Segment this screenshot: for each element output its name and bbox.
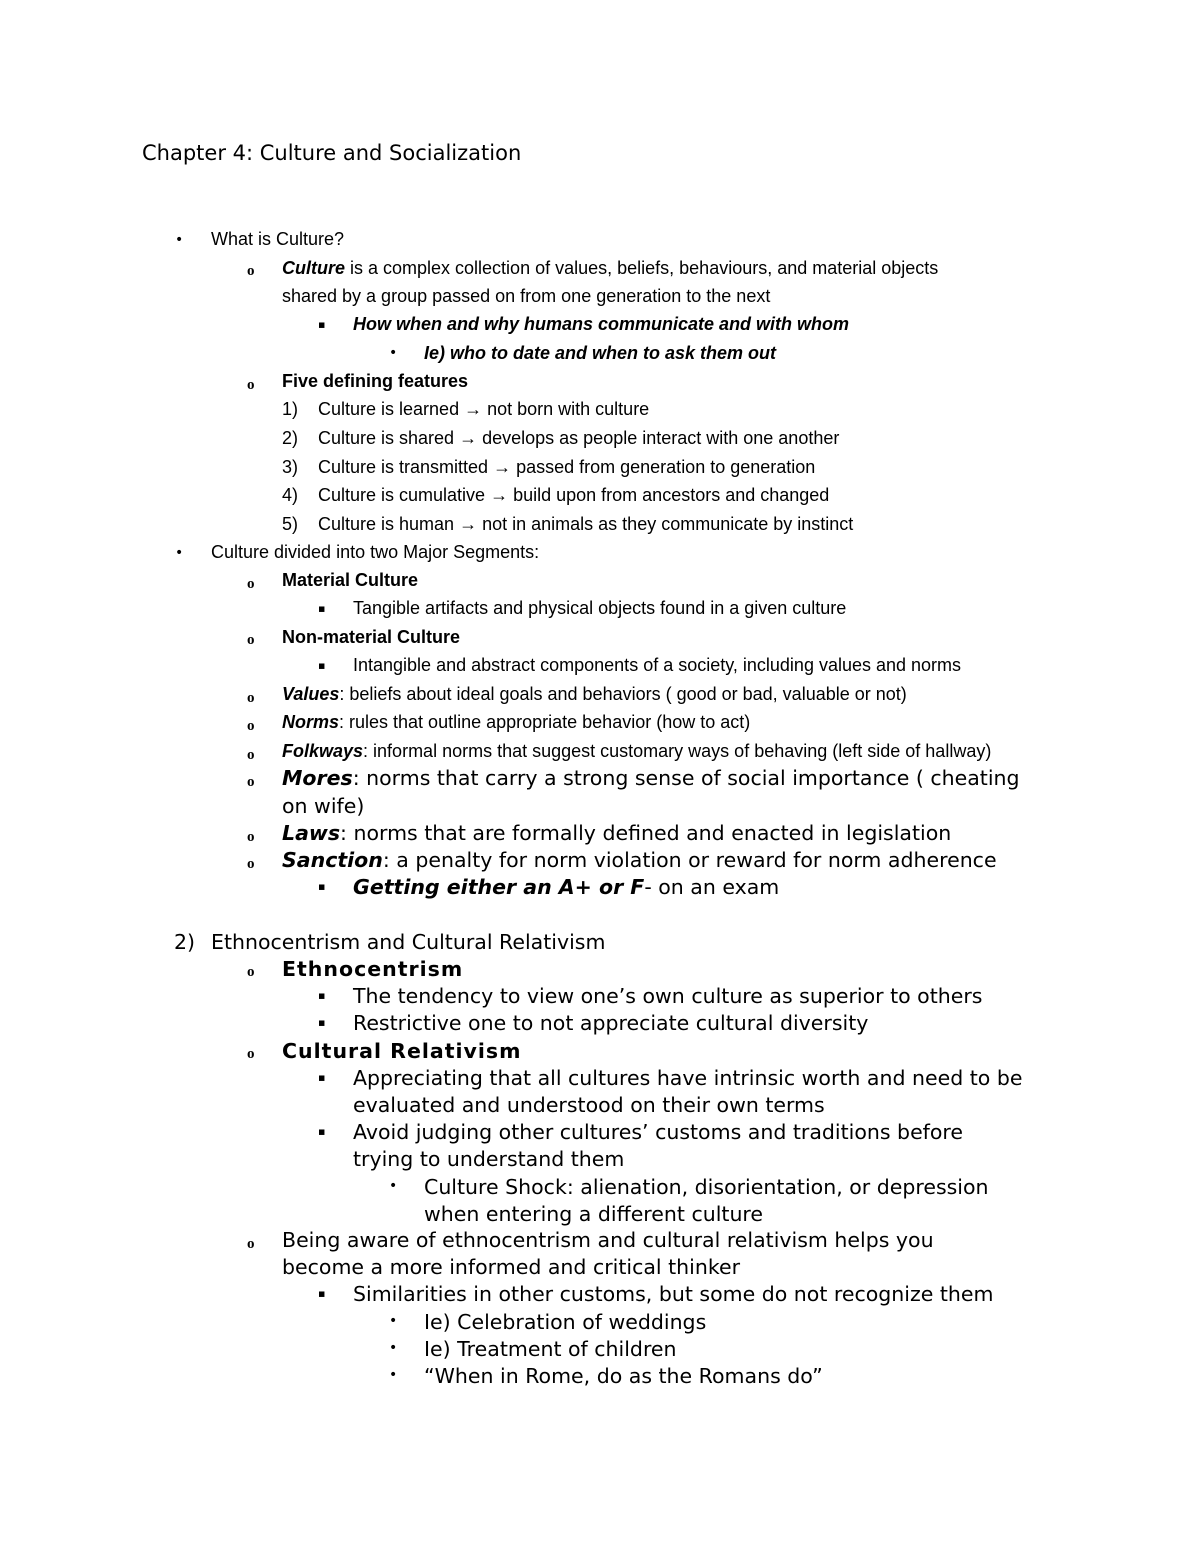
list-item-material-culture: Material Culture	[282, 570, 419, 590]
bullet-marker: •	[389, 1340, 398, 1356]
feature-label: Culture is learned	[318, 399, 460, 419]
feature-label: Culture is shared	[318, 428, 455, 448]
rome-quote: “When in Rome, do as the Romans do”	[424, 1364, 823, 1388]
bullet-marker: •	[389, 1367, 398, 1383]
circle-marker: o	[247, 774, 255, 790]
bullet-marker: •	[175, 545, 184, 561]
circle-marker: o	[247, 632, 255, 648]
term-sanction: Sanction	[282, 848, 383, 872]
list-item-sanction	[282, 848, 997, 873]
list-item-segments: Culture divided into two Major Segments:	[211, 542, 540, 562]
list-item-how-when: How when and why humans communicate and with whom	[353, 314, 850, 334]
list-item-ie-date: Ie) who to date and when to ask them out	[424, 343, 777, 363]
square-marker: ▪	[318, 602, 326, 615]
circle-marker: o	[247, 718, 255, 734]
circle-marker: o	[247, 747, 255, 763]
circle-marker: o	[247, 263, 255, 279]
feature-number: 1)	[282, 399, 299, 419]
list-item-nonmaterial-culture: Non-material Culture	[282, 627, 461, 647]
square-marker: ▪	[318, 1071, 326, 1084]
circle-marker: o	[247, 829, 255, 845]
arrow-right-icon: →	[459, 514, 478, 534]
section-heading: Ethnocentrism and Cultural Relativism	[211, 930, 606, 954]
laws-def: : norms that are formally defined and enacted in legislation	[340, 821, 952, 845]
list-item-five-features: Five defining features	[282, 371, 469, 391]
arrow-right-icon: →	[464, 399, 483, 419]
circle-marker: o	[247, 377, 255, 393]
feature-number: 5)	[282, 514, 299, 534]
bullet-marker: •	[389, 1178, 398, 1194]
feature-label: Culture is cumulative	[318, 485, 486, 505]
arrow-right-icon: →	[490, 485, 509, 505]
circle-marker: o	[247, 576, 255, 592]
circle-marker: o	[247, 964, 255, 980]
feature-item	[318, 485, 829, 507]
feature-number: 4)	[282, 485, 299, 505]
term-folkways: Folkways	[282, 741, 364, 761]
list-item-getting-grade	[353, 875, 779, 900]
culture-shock-item: Culture Shock: alienation, disorientation, or depression	[424, 1175, 989, 1199]
term-laws: Laws	[282, 821, 341, 845]
term-values: Values	[282, 684, 340, 704]
feature-desc: build upon from ancestors and changed	[513, 485, 830, 505]
circle-marker: o	[247, 1236, 255, 1252]
feature-desc: not born with culture	[487, 399, 650, 419]
folkways-def: : informal norms that suggest customary ways of behaving (left side of hallway)	[363, 741, 992, 761]
ie-children: Ie) Treatment of children	[424, 1337, 677, 1361]
norms-def: : rules that outline appropriate behavior (how to act)	[339, 712, 751, 732]
similarities-item: Similarities in other customs, but some do not recognize them	[353, 1282, 994, 1306]
square-marker: ▪	[318, 659, 326, 672]
nonmaterial-definition: Intangible and abstract components of a society, including values and norms	[353, 655, 962, 675]
being-aware-cont: become a more informed and critical thinker	[282, 1255, 741, 1279]
term-mores: Mores	[282, 766, 353, 790]
culture-definition-line-1	[282, 258, 938, 280]
feature-desc: passed from generation to generation	[516, 457, 816, 477]
square-marker: ▪	[318, 989, 326, 1002]
list-item-what-is-culture: What is Culture?	[211, 229, 345, 249]
ie-weddings: Ie) Celebration of weddings	[424, 1310, 707, 1334]
list-item-folkways	[282, 741, 991, 763]
term-norms: Norms	[282, 712, 340, 732]
relativism-point-1-cont: evaluated and understood on their own terms	[353, 1093, 825, 1117]
culture-def-1: is a complex collection of values, beliefs, behaviours, and material objects	[345, 258, 939, 278]
relativism-point-2-cont: trying to understand them	[353, 1147, 625, 1171]
bullet-marker: •	[175, 232, 184, 248]
ethnocentrism-point-2: Restrictive one to not appreciate cultural diversity	[353, 1011, 869, 1035]
bullet-marker: •	[389, 1313, 398, 1329]
square-marker: ▪	[318, 880, 326, 893]
feature-desc: not in animals as they communicate by instinct	[482, 514, 854, 534]
ethnocentrism-point-1: The tendency to view one’s own culture as superior to others	[353, 984, 983, 1008]
list-item-norms	[282, 712, 750, 734]
feature-item	[318, 514, 853, 536]
circle-marker: o	[247, 690, 255, 706]
page-title: Chapter 4: Culture and Socialization	[142, 141, 522, 165]
material-definition: Tangible artifacts and physical objects found in a given culture	[353, 598, 847, 618]
relativism-point-2: Avoid judging other cultures’ customs and traditions before	[353, 1120, 964, 1144]
term-culture: Culture	[282, 258, 345, 278]
section-number: 2)	[174, 930, 196, 954]
circle-marker: o	[247, 856, 255, 872]
square-marker: ▪	[318, 1016, 326, 1029]
square-marker: ▪	[318, 1125, 326, 1138]
list-item-laws	[282, 821, 951, 846]
square-marker: ▪	[318, 318, 326, 331]
sanction-def: : a penalty for norm violation or reward for norm adherence	[382, 848, 997, 872]
feature-item	[318, 399, 649, 421]
arrow-right-icon: →	[459, 428, 478, 448]
list-item-ethnocentrism: Ethnocentrism	[282, 957, 464, 981]
relativism-point-1: Appreciating that all cultures have intrinsic worth and need to be	[353, 1066, 1023, 1090]
term-getting: Getting either an A+ or F	[353, 875, 645, 899]
feature-desc: develops as people interact with one another	[482, 428, 840, 448]
culture-definition-line-2: shared by a group passed on from one generation to the next	[282, 286, 771, 306]
feature-item	[318, 428, 839, 450]
list-item-cultural-relativism: Cultural Relativism	[282, 1039, 522, 1063]
culture-shock-item-cont: when entering a different culture	[424, 1202, 764, 1226]
circle-marker: o	[247, 1046, 255, 1062]
feature-number: 3)	[282, 457, 299, 477]
arrow-right-icon: →	[493, 457, 512, 477]
list-item-mores	[282, 766, 1020, 791]
feature-label: Culture is human	[318, 514, 455, 534]
list-item-being-aware: Being aware of ethnocentrism and cultural relativism helps you	[282, 1228, 934, 1252]
values-def: : beliefs about ideal goals and behaviors ( good or bad, valuable or not)	[339, 684, 907, 704]
feature-label: Culture is transmitted	[318, 457, 489, 477]
bullet-marker: •	[389, 345, 398, 361]
feature-number: 2)	[282, 428, 299, 448]
mores-def: : norms that carry a strong sense of social importance ( cheating	[352, 766, 1020, 790]
getting-rest: - on an exam	[644, 875, 780, 899]
feature-item	[318, 457, 815, 479]
list-item-values	[282, 684, 907, 706]
mores-def-continued: on wife)	[282, 794, 365, 818]
square-marker: ▪	[318, 1287, 326, 1300]
